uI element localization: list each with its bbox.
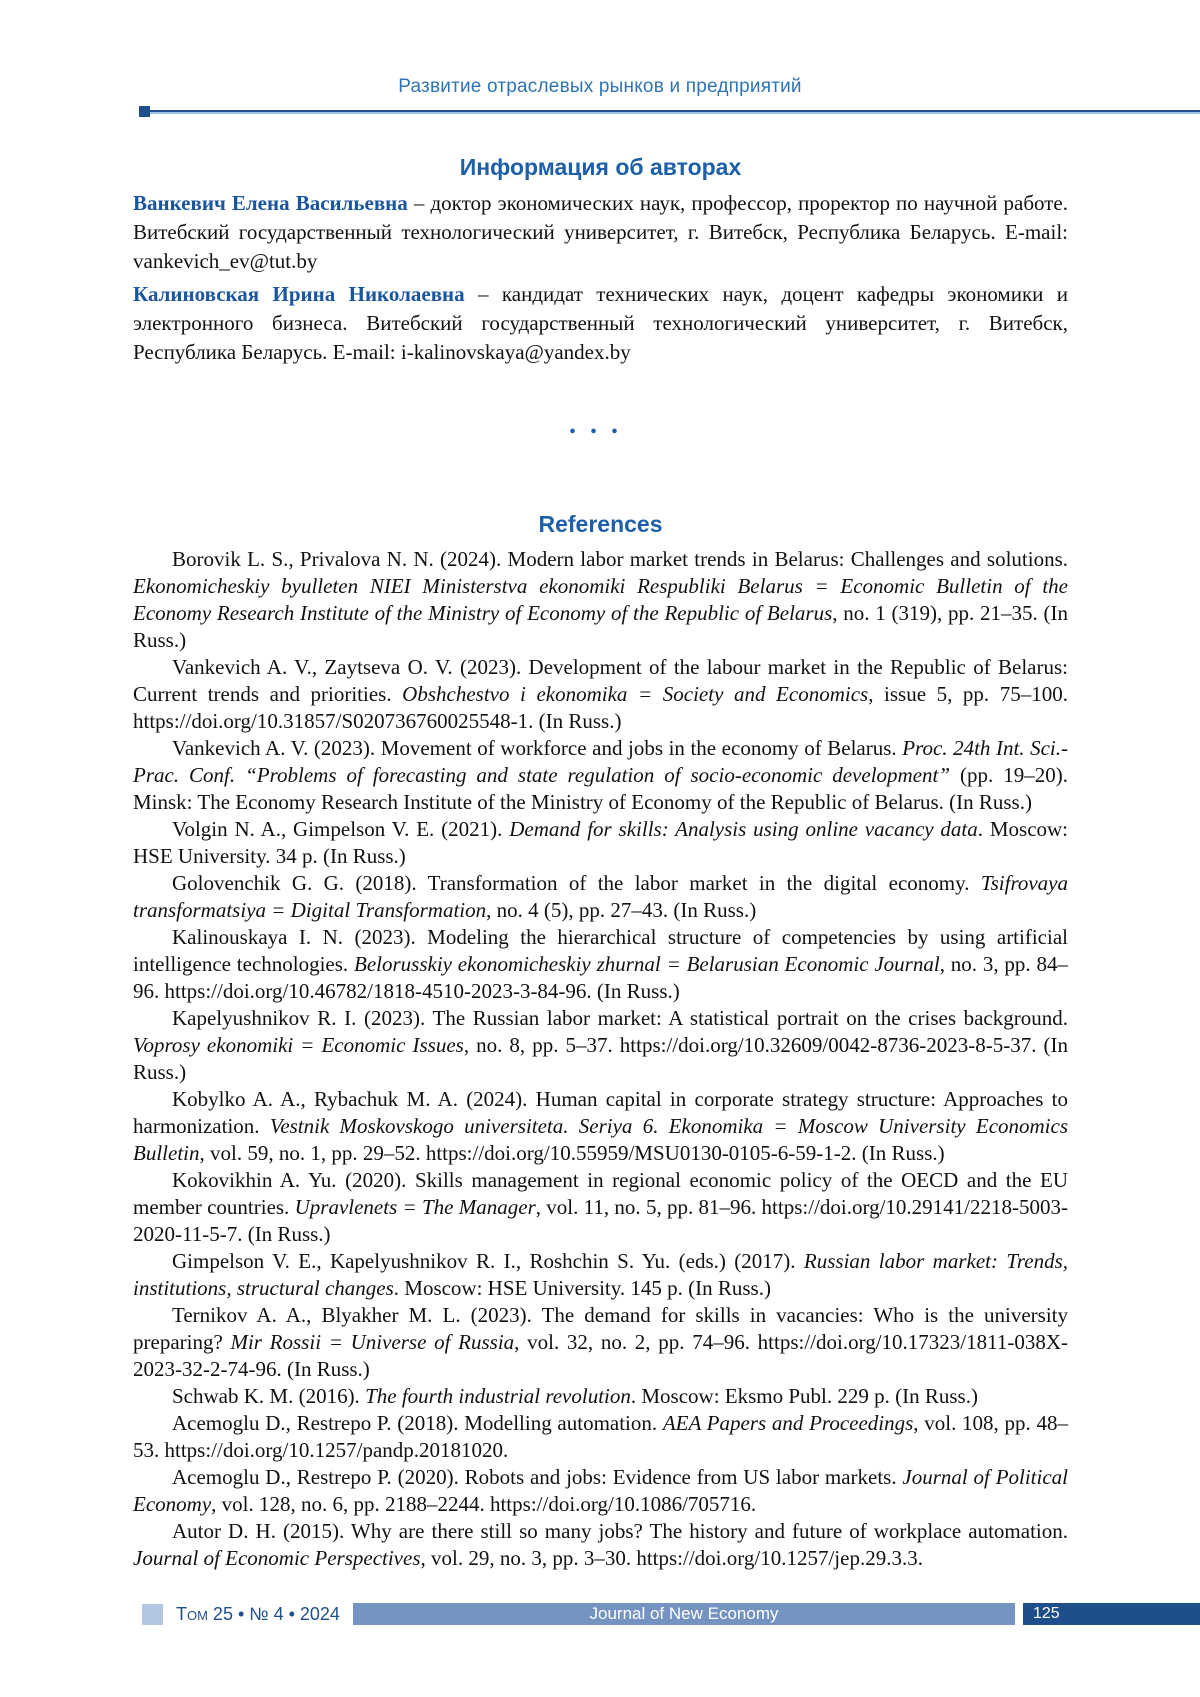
reference-text: Borovik L. S., Privalova N. N. (2024). Modern labor market trends in Belarus: Challenges and solutions. [172, 547, 1068, 571]
reference-entry [133, 735, 1068, 816]
author-name: Калиновская Ирина Николаевна [133, 282, 465, 306]
reference-text: , vol. 11, no. 5, pp. 81–96. https://doi.org/10.29141/2218-5003-2020-11-5-7. (In Russ.) [133, 1195, 1068, 1246]
reference-source-title: Tsifrovaya transformatsiya = Digital Transformation [133, 871, 1068, 922]
authors-list [133, 189, 1068, 367]
reference-source-title: Ekonomicheskiy byulleten NIEI Ministerstva ekonomiki Respubliki Belarus = Economic Bulletin of the Economy Research Institute of the Ministry of Economy of the Republic of Belarus [133, 574, 1068, 625]
reference-text: Ternikov A. A., Blyakher M. L. (2023). The demand for skills in vacancies: Who is the university preparing? [133, 1303, 1068, 1354]
reference-text: , vol. 128, no. 6, pp. 2188–2244. https://doi.org/10.1086/705716. [211, 1492, 757, 1516]
authors-heading: Информация об авторах [459, 154, 742, 180]
reference-entry [133, 1302, 1068, 1383]
reference-source-title: Journal of Political Economy [133, 1465, 1069, 1516]
reference-text: Kapelyushnikov R. I. (2023). The Russian labor market: A statistical portrait on the crises background. [172, 1006, 1068, 1030]
reference-source-title: Vestnik Moskovskogo universiteta. Seriya 6. Ekonomika = Moscow University Economics Bulletin [133, 1114, 1069, 1165]
reference-entry [133, 1167, 1068, 1248]
reference-text: Acemoglu D., Restrepo P. (2020). Robots and jobs: Evidence from US labor markets. [172, 1465, 903, 1489]
reference-text: , no. 8, pp. 5–37. https://doi.org/10.32609/0042-8736-2023-8-5-37. (In Russ.) [133, 1033, 1068, 1084]
reference-source-title: Journal of Economic Perspectives [133, 1546, 421, 1570]
author-description: – кандидат технических наук, доцент кафедры экономики и электронного бизнеса. Витебский государственный технологический университет, г. Витебск, Республика Беларусь. E-mail: i-kalinovskaya@yandex.by [133, 282, 1069, 364]
reference-source-title: Mir Rossii = Universe of Russia [230, 1330, 515, 1354]
header-rule-square [139, 106, 150, 117]
references-heading: References [538, 511, 663, 537]
reference-text: , vol. 32, no. 2, pp. 74–96. https://doi.org/10.17323/1811-038X-2023-32-2-74-96. (In Russ.) [133, 1330, 1068, 1381]
footer-volume-text: Том 25 • № 4 • 2024 [176, 1604, 340, 1624]
reference-source-title: Demand for skills: Analysis using online vacancy data [509, 817, 978, 841]
footer-page-number: 125 [1033, 1605, 1060, 1622]
reference-text: , no. 4 (5), pp. 27–43. (In Russ.) [486, 898, 757, 922]
reference-text: , vol. 59, no. 1, pp. 29–52. https://doi.org/10.55959/MSU0130-0105-6-59-1-2. (In Russ.) [199, 1141, 945, 1165]
reference-source-title: AEA Papers and Proceedings [662, 1411, 914, 1435]
reference-text: Kokovikhin A. Yu. (2020). Skills management in regional economic policy of the OECD and the EU member countries. [133, 1168, 1068, 1219]
reference-text: . Moscow: HSE University. 145 p. (In Russ.) [393, 1276, 771, 1300]
references-list [133, 546, 1068, 1572]
reference-text: Gimpelson V. E., Kapelyushnikov R. I., Roshchin S. Yu. (eds.) (2017). [172, 1249, 804, 1273]
author-description: – доктор экономических наук, профессор, проректор по научной работе. Витебский государственный технологический университет, г. Витебск, Республика Беларусь. E-mail: vankevich_ev@tut.by [133, 191, 1068, 273]
reference-text: , vol. 108, pp. 48–53. https://doi.org/10.1257/pandp.20181020. [133, 1411, 1068, 1462]
section-separator-icon: ... [569, 409, 632, 440]
author-entry [133, 189, 1068, 276]
reference-source-title: Belorusskiy ekonomicheskiy zhurnal = Belarusian Economic Journal [354, 952, 940, 976]
reference-text: Acemoglu D., Restrepo P. (2018). Modelling automation. [172, 1411, 663, 1435]
reference-entry [133, 924, 1068, 1005]
reference-text: , vol. 29, no. 3, pp. 3–30. https://doi.org/10.1257/jep.29.3.3. [420, 1546, 923, 1570]
reference-entry [133, 1086, 1068, 1167]
reference-source-title: Obshchestvo i ekonomika = Society and Economics [402, 682, 869, 706]
reference-text: , no. 3, pp. 84–96. https://doi.org/10.46782/1818-4510-2023-3-84-96. (In Russ.) [133, 952, 1068, 1003]
reference-entry [133, 1248, 1068, 1302]
running-head: Развитие отраслевых рынков и предприятий [398, 76, 802, 97]
reference-entry [133, 870, 1068, 924]
reference-entry [133, 1518, 1068, 1572]
author-name: Ванкевич Елена Васильевна [133, 191, 408, 215]
footer-journal-bar [353, 1603, 1015, 1625]
footer-journal-name: Journal of New Economy [589, 1604, 779, 1623]
reference-text: , no. 1 (319), pp. 21–35. (In Russ.) [133, 601, 1068, 652]
reference-text: Kalinouskaya I. N. (2023). Modeling the hierarchical structure of competencies by using artificial intelligence technologies. [133, 925, 1068, 976]
reference-text: Schwab K. M. (2016). [172, 1384, 366, 1408]
reference-source-title: Upravlenets = The Manager [294, 1195, 536, 1219]
reference-source-title: The fourth industrial revolution [365, 1384, 631, 1408]
header-rule [142, 110, 1200, 114]
reference-text: Vankevich A. V. (2023). Movement of workforce and jobs in the economy of Belarus. [172, 736, 903, 760]
reference-text: . Moscow: HSE University. 34 p. (In Russ.) [133, 817, 1069, 868]
reference-text: , issue 5, pp. 75–100. https://doi.org/10.31857/S020736760025548-1. (In Russ.) [133, 682, 1068, 733]
reference-text: (pp. 19–20). Minsk: The Economy Research Institute of the Ministry of Economy of the Republic of Belarus. (In Russ.) [133, 763, 1068, 814]
reference-text: Golovenchik G. G. (2018). Transformation of the labor market in the digital economy. [172, 871, 981, 895]
reference-entry [133, 1005, 1068, 1086]
reference-source-title: Proc. 24th Int. Sci.-Prac. Conf. “Problems of forecasting and state regulation of socio-economic development” [133, 736, 1068, 787]
reference-text: Vankevich A. V., Zaytseva O. V. (2023). Development of the labour market in the Republic of Belarus: Current trends and priorities. [133, 655, 1068, 706]
page-content [133, 140, 1068, 1572]
reference-text: . Moscow: Eksmo Publ. 229 p. (In Russ.) [630, 1384, 978, 1408]
reference-source-title: Russian labor market: Trends, institutions, structural changes [133, 1249, 1068, 1300]
reference-entry [133, 654, 1068, 735]
reference-entry [133, 1464, 1068, 1518]
reference-text: Autor D. H. (2015). Why are there still so many jobs? The history and future of workplace automation. [172, 1519, 1068, 1543]
reference-entry [133, 816, 1068, 870]
reference-source-title: Voprosy ekonomiki = Economic Issues [133, 1033, 464, 1057]
reference-text: Kobylko A. A., Rybachuk M. A. (2024). Human capital in corporate strategy structure: Approaches to harmonization. [133, 1087, 1068, 1138]
reference-entry [133, 1410, 1068, 1464]
author-entry [133, 280, 1068, 367]
reference-entry [133, 1383, 1068, 1410]
reference-text: Volgin N. A., Gimpelson V. E. (2021). [172, 817, 510, 841]
footer-volume-square [142, 1604, 163, 1625]
footer-page-number-box [1023, 1603, 1200, 1625]
reference-entry [133, 546, 1068, 654]
